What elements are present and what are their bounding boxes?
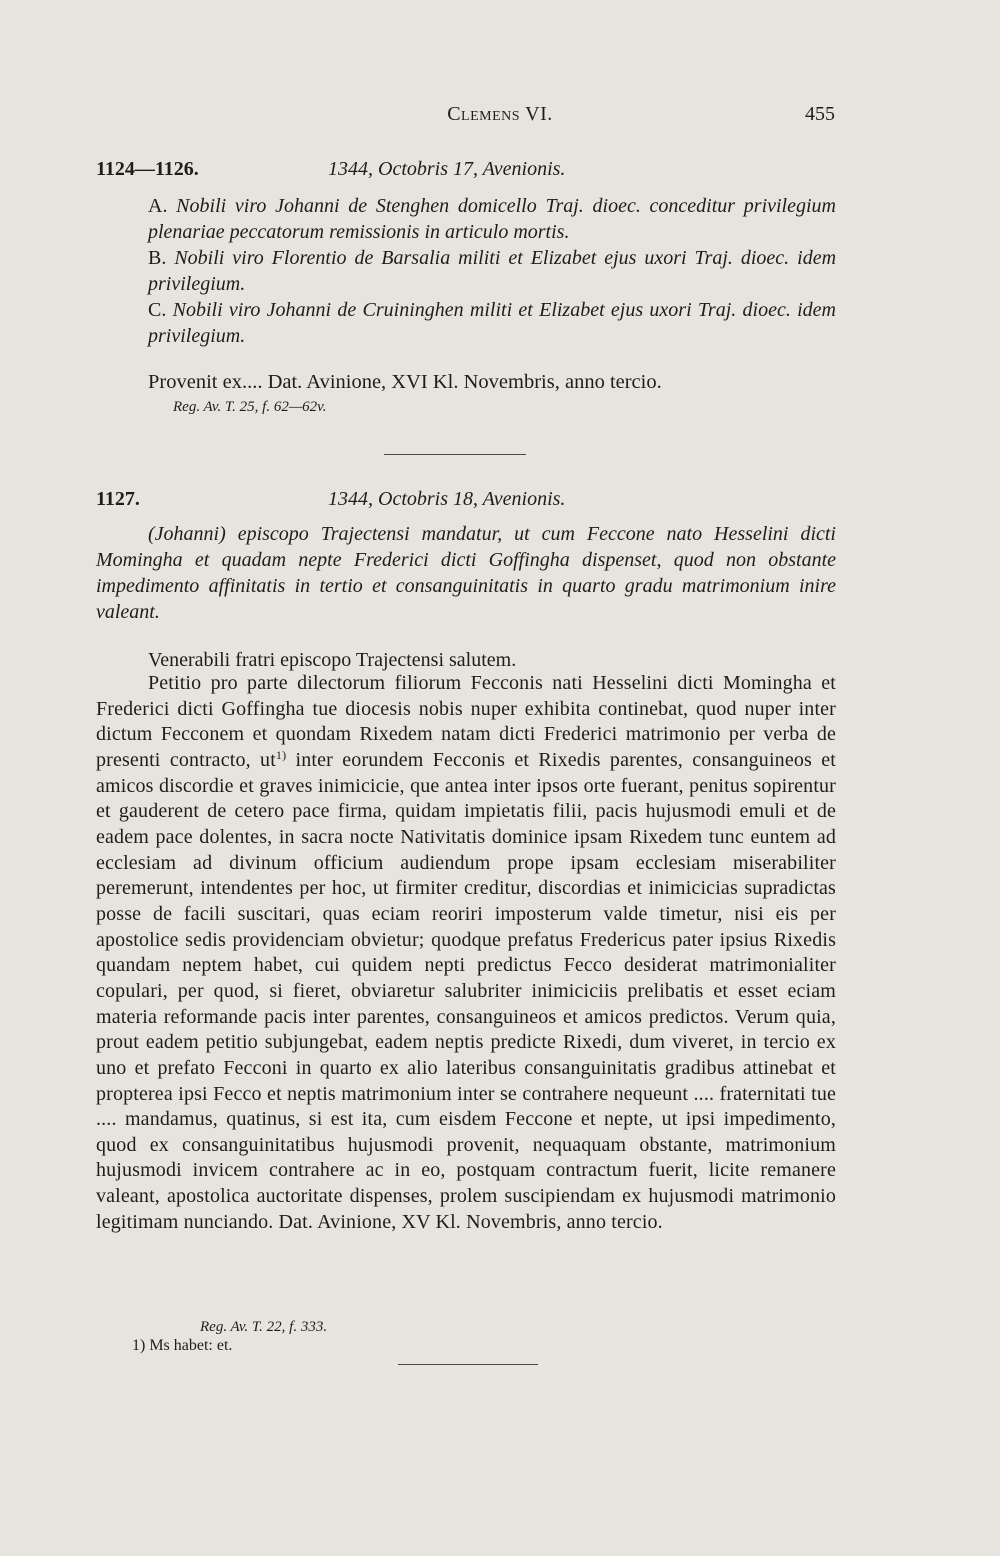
letter-body-part1: Petitio pro parte dilectorum filiorum Fecconis nati Hesselini dicti Momingha et Frederici dicti Goffingha tue diocesis nobis nuper exhibita continebat, quod nuper inter dictum Fecconem et quondam Rixedem natam dicti Frederici matrimonio per verba de presenti contracto, ut — [96, 672, 836, 771]
entry-number: 1127. — [96, 488, 140, 510]
entry-number: 1124—1126. — [96, 158, 199, 180]
regest-item-a — [148, 193, 836, 245]
section-divider — [384, 454, 526, 455]
running-title: Clemens VI. — [447, 103, 553, 125]
footnote-marker: 1) — [275, 747, 287, 762]
section-divider — [398, 1364, 538, 1365]
entry-date: 1344, Octobris 17, Avenionis. — [328, 158, 566, 180]
item-letter: A. — [148, 195, 168, 217]
register-reference: Reg. Av. T. 22, f. 333. — [200, 1319, 328, 1335]
regest-item-b — [148, 245, 836, 297]
footnote: 1) Ms habet: et. — [132, 1337, 233, 1354]
entry-date: 1344, Octobris 18, Avenionis. — [328, 488, 566, 510]
regest-summary: (Johanni) episcopo Trajectensi mandatur, ut cum Feccone nato Hesselini dicti Momingha et quadam nepte Frederici dicti Goffingha dispenset, quod non obstante impedimento affinitatis in tertio et consanguinitatis in quarto gradu matrimonium inire valeant. — [96, 523, 836, 624]
closing-formula: Provenit ex.... Dat. Avinione, XVI Kl. Novembris, anno tercio. — [148, 371, 662, 393]
regest-item-c — [148, 297, 836, 349]
salutation: Venerabili fratri episcopo Trajectensi salutem. — [148, 649, 517, 671]
item-text: Nobili viro Johanni de Stenghen domicello Traj. dioec. conceditur privilegium plenariae peccatorum remissionis in articulo mortis. — [148, 195, 836, 244]
item-letter: C. — [148, 299, 167, 321]
letter-body-part2: inter eorundem Fecconis et Rixedis parentes, consanguineos et amicos discordie et graves inimicicie, que antea inter ipsos orte fuerant, penitus sopirentur et gauderent de cetero pace firma, quidam impietatis filii, pacis hujusmodi emuli et de eadem pace dolentes, in sacra nocte Nativitatis dominice ipsam Rixedem tunc euntem ad ecclesiam ad divinum officium audiendum prope ipsam ecclesiam miserabiliter peremerunt, intendentes per hoc, ut firmiter creditur, discordias et inimicicias supradictas posse de facili suscitari, quas eciam reoriri imposterum valde timetur, nisi eis per apostolice sedis providenciam obvietur; quodque prefatus Fredericus pater ipsius Rixedis quandam neptem habet, cui quidem nepti predictus Fecco desiderat matrimonialiter copulari, per quod, si fieret, obviaretur salubriter inimiciciis prelibatis et esset eciam materia reformande pacis inter parentes, consanguineos et amicos predictos. Verum quia, prout eadem petitio subjungebat, eadem neptis predicte Rixedi, dum viveret, in tercio ex uno et prefato Fecconi in quarto ex alio lateribus consanguinitatis gradibus attinebat et propterea ipsi Fecco et neptis matrimonium inter se contrahere nequeunt .... fraternitati tue .... mandamus, quatinus, si est ita, cum eisdem Feccone et nepte, ut ipsi impedimento, quod ex consanguinitatibus hujusmodi provenit, nequaquam obstante, matrimonium hujusmodi invicem contrahere ac in eo, postquam contractum fuerit, licite remanere valeant, apostolica auctoritate dispenses, prolem suscipiendam ex hujusmodi matrimonio legitimam nunciando. Dat. Avinione, XV Kl. Novembris, anno tercio. — [96, 748, 836, 1233]
register-reference: Reg. Av. T. 25, f. 62—62v. — [173, 399, 327, 415]
item-text: Nobili viro Florentio de Barsalia militi et Elizabet ejus uxori Traj. dioec. idem privilegium. — [148, 247, 837, 296]
item-letter: B. — [148, 247, 167, 269]
item-text: Nobili viro Johanni de Cruininghen militi et Elizabet ejus uxori Traj. dioec. idem privilegium. — [148, 299, 836, 348]
page-number: 455 — [805, 103, 835, 125]
letter-body — [96, 671, 836, 1235]
